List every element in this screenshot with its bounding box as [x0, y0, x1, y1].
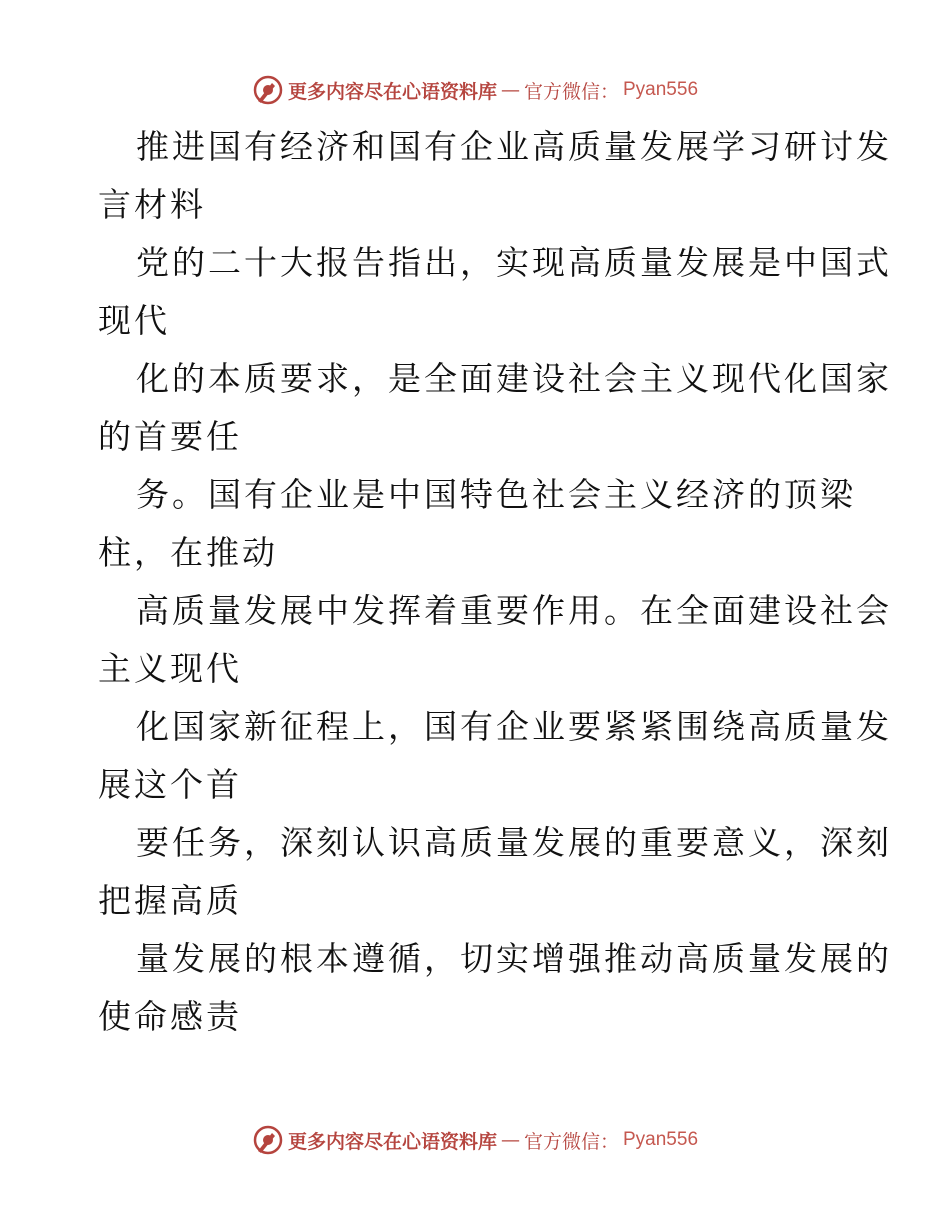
- pen-logo-icon: [252, 1124, 284, 1156]
- paragraph-line: 化国家新征程上，国有企业要紧紧围绕高质量发: [136, 707, 892, 746]
- paragraph-line: 的首要任: [98, 417, 242, 456]
- watermark-wechat-label: 官方微信：: [523, 80, 619, 103]
- watermark-separator: —: [500, 1129, 520, 1151]
- watermark-separator: —: [500, 79, 520, 101]
- paragraph-line: 党的二十大报告指出，实现高质量发展是中国式: [136, 243, 892, 282]
- pen-logo-icon: [252, 74, 284, 106]
- paragraph-line: 化的本质要求，是全面建设社会主义现代化国家: [136, 359, 892, 398]
- watermark-wechat-id: Pyan556: [623, 79, 699, 100]
- paragraph-line: 务。国有企业是中国特色社会主义经济的顶梁: [136, 475, 856, 514]
- footer-watermark: [0, 1122, 950, 1158]
- paragraph-line: 主义现代: [98, 649, 242, 688]
- watermark-brand-text: 更多内容尽在心语资料库: [287, 80, 497, 103]
- paragraph-line: 使命感责: [98, 997, 242, 1036]
- header-watermark: [0, 72, 950, 108]
- paragraph-line: 柱，在推动: [98, 533, 278, 572]
- watermark-wechat-label: 官方微信：: [523, 1130, 619, 1153]
- paragraph-line: 要任务，深刻认识高质量发展的重要意义，深刻: [136, 823, 892, 862]
- title-line-2: 言材料: [98, 185, 206, 224]
- paragraph-line: 展这个首: [98, 765, 242, 804]
- title-line-1: 推进国有经济和国有企业高质量发展学习研讨发: [136, 127, 892, 166]
- paragraph-line: 量发展的根本遵循，切实增强推动高质量发展的: [136, 939, 892, 978]
- watermark-brand-text: 更多内容尽在心语资料库: [287, 1130, 497, 1153]
- paragraph-line: 高质量发展中发挥着重要作用。在全面建设社会: [136, 591, 892, 630]
- paragraph-line: 现代: [98, 301, 170, 340]
- document-body: [98, 118, 892, 1046]
- watermark-wechat-id: Pyan556: [623, 1129, 699, 1150]
- paragraph-line: 把握高质: [98, 881, 242, 920]
